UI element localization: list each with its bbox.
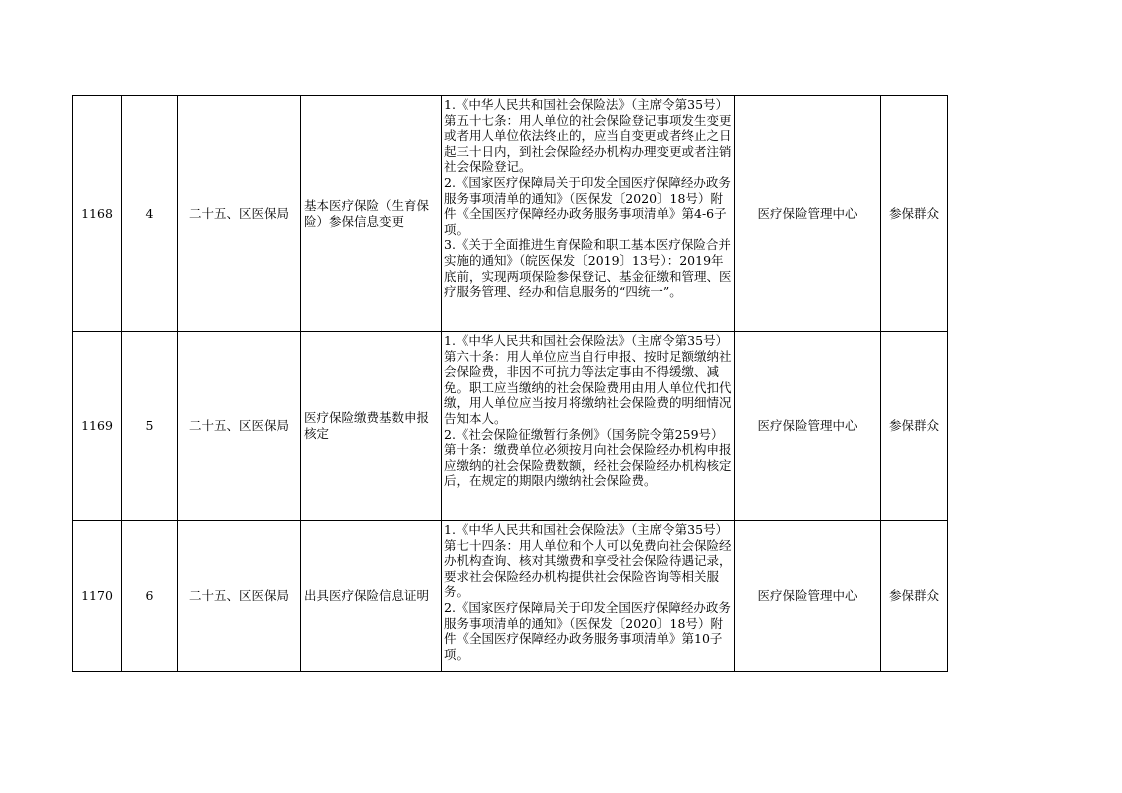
row-seq: 6 <box>122 521 178 672</box>
table-row <box>73 96 948 332</box>
basis-clause: 1.《中华人民共和国社会保险法》（主席令第35号）第六十条：用人单位应当自行申报、按时足额缴纳社会保险费，非因不可抗力等法定事由不得缓缴、减免。职工应当缴纳的社会保险费用由用人单位代扣代缴，用人单位应当按月将缴纳社会保险费的明细情况告知本人。 <box>444 333 732 426</box>
row-item-name: 医疗保险缴费基数申报核定 <box>301 332 442 521</box>
row-department: 二十五、区医保局 <box>178 332 301 521</box>
basis-clause: 1.《中华人民共和国社会保险法》（主席令第35号）第五十七条：用人单位的社会保险登记事项发生变更或者用人单位依法终止的，应当自变更或者终止之日起三十日内，到社会保险经办机构办理变更或者注销社会保险登记。 <box>444 97 732 175</box>
row-agency: 医疗保险管理中心 <box>735 96 881 332</box>
basis-clause: 2.《国家医疗保障局关于印发全国医疗保障经办政务服务事项清单的通知》（医保发〔2020〕18号）附件《全国医疗保障经办政务服务事项清单》第4-6子项。 <box>444 174 731 237</box>
basis-clause: 1.《中华人民共和国社会保险法》（主席令第35号）第七十四条：用人单位和个人可以免费向社会保险经办机构查询、核对其缴费和享受社会保险待遇记录，要求社会保险经办机构提供社会保险咨询等相关服务。 <box>444 522 732 600</box>
row-agency: 医疗保险管理中心 <box>735 521 881 672</box>
row-id: 1168 <box>73 96 122 332</box>
row-department: 二十五、区医保局 <box>178 521 301 672</box>
basis-clause: 2.《社会保险征缴暂行条例》（国务院令第259号）第十条：缴费单位必须按月向社会保险经办机构申报应缴纳的社会保险费数额，经社会保险经办机构核定后，在规定的期限内缴纳社会保险费。 <box>444 426 732 489</box>
row-legal-basis <box>442 521 735 672</box>
row-item-name: 基本医疗保险（生育保险）参保信息变更 <box>301 96 442 332</box>
row-seq: 5 <box>122 332 178 521</box>
row-target: 参保群众 <box>881 521 948 672</box>
row-target: 参保群众 <box>881 332 948 521</box>
basis-clause: 3.《关于全面推进生育保险和职工基本医疗保险合并实施的通知》（皖医保发〔2019〕13号）：2019年底前，实现两项保险参保登记、基金征缴和管理、医疗服务管理、经办和信息服务的“四统一”。 <box>444 237 732 300</box>
row-legal-basis <box>442 96 735 332</box>
row-id: 1169 <box>73 332 122 521</box>
row-department: 二十五、区医保局 <box>178 96 301 332</box>
row-target: 参保群众 <box>881 96 948 332</box>
table-row <box>73 521 948 672</box>
row-legal-basis <box>442 332 735 521</box>
row-seq: 4 <box>122 96 178 332</box>
table-row <box>73 332 948 521</box>
row-item-name: 出具医疗保险信息证明 <box>301 521 442 672</box>
row-agency: 医疗保险管理中心 <box>735 332 881 521</box>
row-id: 1170 <box>73 521 122 672</box>
service-items-table <box>72 95 948 672</box>
basis-clause: 2.《国家医疗保障局关于印发全国医疗保障经办政务服务事项清单的通知》（医保发〔2020〕18号）附件《全国医疗保障经办政务服务事项清单》第10子项。 <box>444 599 731 662</box>
